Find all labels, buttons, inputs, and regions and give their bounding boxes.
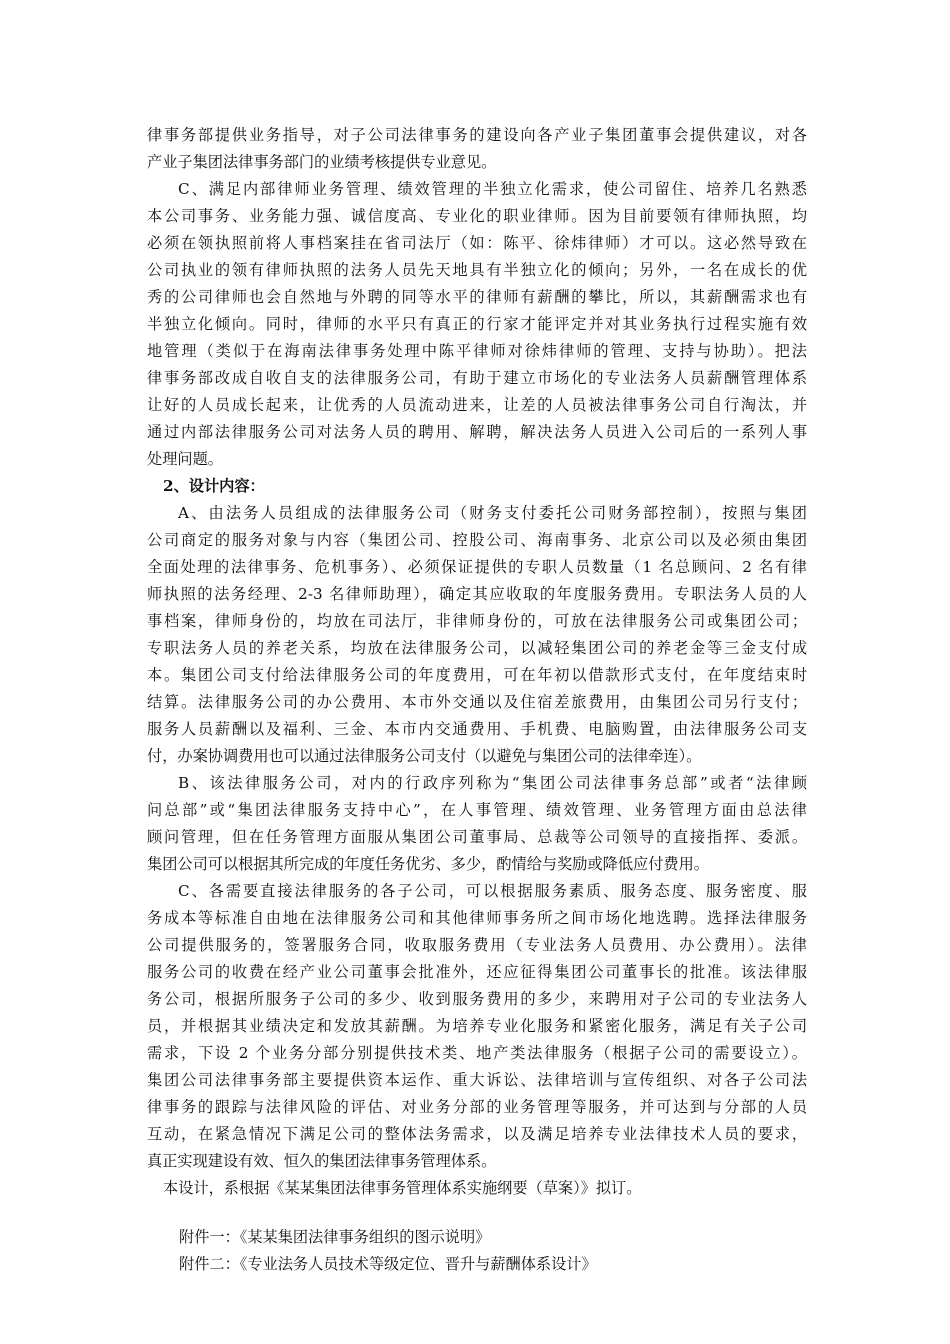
text-line: 事档案，律师身份的，均放在司法厅，非律师身份的，可放在法律服务公司或集团公司；: [147, 612, 807, 630]
attachment-item: 附件二：《专业法务人员技术等级定位、晋升与薪酬体系设计》: [179, 1255, 597, 1273]
spacer: [147, 1202, 807, 1224]
text-line: 半独立化倾向。同时，律师的水平只有真正的行家才能评定并对其业务执行过程实施有效: [147, 315, 807, 333]
text-line: 本。集团公司支付给法律服务公司的年度费用，可在年初以借款形式支付，在年度结束时: [147, 666, 807, 684]
text-line: 通过内部法律服务公司对法务人员的聘用、解聘，解决法务人员进入公司后的一系列人事: [147, 423, 807, 441]
text-line: 专职法务人员的养老关系，均放在法律服务公司，以减轻集团公司的养老金等三金支付成: [147, 639, 807, 657]
text-line: 公司商定的服务对象与内容（集团公司、控股公司、海南事务、北京公司以及必须由集团: [147, 531, 807, 549]
text-line: 律事务的跟踪与法律风险的评估、对业务分部的业务管理等服务，并可达到与分部的人员: [147, 1098, 807, 1116]
text-line: 集团公司法律事务部主要提供资本运作、重大诉讼、法律培训与宣传组织、对各子公司法: [147, 1071, 807, 1089]
text-line: 服务公司的收费在经产业公司董事会批准外，还应征得集团公司董事长的批准。该法律服: [147, 963, 807, 981]
text-line: 产业子集团法律事务部门的业绩考核提供专业意见。: [147, 153, 497, 171]
text-line: 集团公司可以根据其所完成的年度任务优劣、多少，酌情给与奖励或降低应付费用。: [147, 855, 709, 873]
text-line: 公司执业的领有律师执照的法务人员先天地具有半独立化的倾向；另外，一名在成长的优: [147, 261, 807, 279]
text-line: 律事务部提供业务指导，对子公司法律事务的建设向各产业子集团董事会提供建议，对各: [147, 126, 807, 144]
document-body: [147, 122, 807, 1278]
text-line: B、该法律服务公司，对内的行政序列称为“集团公司法律事务总部”或者“法律顾: [178, 774, 807, 792]
text-line: 律事务部改成自收自支的法律服务公司，有助于建立市场化的专业法务人员薪酬管理体系: [147, 369, 807, 387]
text-line: 真正实现建设有效、恒久的集团法律事务管理体系。: [147, 1152, 497, 1170]
text-line: 必须在领执照前将人事档案挂在省司法厅（如：陈平、徐炜律师）才可以。这必然导致在: [147, 234, 807, 252]
text-line: C、满足内部律师业务管理、绩效管理的半独立化需求，使公司留住、培养几名熟悉: [178, 180, 807, 198]
text-line: C、各需要直接法律服务的各子公司，可以根据服务素质、服务态度、服务密度、服: [178, 882, 807, 900]
basis-statement: 本设计，系根据《某某集团法律事务管理体系实施纲要（草案）》拟订。: [163, 1179, 642, 1197]
text-line: 付，办案协调费用也可以通过法律服务公司支付（以避免与集团公司的法律牵连）。: [147, 747, 702, 765]
text-line: 需求，下设 2 个业务分部分别提供技术类、地产类法律服务（根据子公司的需要设立）。: [147, 1044, 807, 1062]
paragraph-a-service-company: [147, 500, 807, 770]
text-line: 处理问题。: [147, 450, 223, 468]
section-heading: 2、设计内容：: [163, 477, 265, 495]
text-line: 员，并根据其业绩决定和发放其薪酬。为培养专业化服务和紧密化服务，满足有关子公司: [147, 1017, 807, 1035]
text-line: 务公司，根据所服务子公司的多少、收到服务费用的多少，来聘用对子公司的专业法务人: [147, 990, 807, 1008]
text-line: 全面处理的法律事务、危机事务）、必须保证提供的专职人员数量（1 名总顾问、2 名有律: [147, 558, 807, 576]
text-line: 互动，在紧急情况下满足公司的整体法务需求，以及满足培养专业法律技术人员的要求，: [147, 1125, 807, 1143]
text-line: A、由法务人员组成的法律服务公司（财务支付委托公司财务部控制），按照与集团: [178, 504, 807, 522]
attachments-list: [147, 1224, 807, 1278]
text-line: 服务人员薪酬以及福利、三金、本市内交通费用、手机费、电脑购置，由法律服务公司支: [147, 720, 807, 738]
text-line: 务成本等标准自由地在法律服务公司和其他律师事务所之间市场化地选聘。选择法律服务: [147, 909, 807, 927]
text-line: 秀的公司律师也会自然地与外聘的同等水平的律师有薪酬的攀比，所以，其薪酬需求也有: [147, 288, 807, 306]
paragraph-continued: [147, 122, 807, 176]
text-line: 问总部”或“集团法律服务支持中心”，在人事管理、绩效管理、业务管理方面由总法律: [147, 801, 807, 819]
text-line: 地管理（类似于在海南法律事务处理中陈平律师对徐炜律师的管理、支持与协助）。把法: [147, 342, 807, 360]
attachment-item: 附件一：《某某集团法律事务组织的图示说明》: [179, 1228, 491, 1246]
paragraph-b-admin-sequence: [147, 770, 807, 878]
text-line: 本公司事务、业务能力强、诚信度高、专业化的职业律师。因为目前要领有律师执照，均: [147, 207, 807, 225]
text-line: 顾问管理，但在任务管理方面服从集团公司董事局、总裁等公司领导的直接指挥、委派。: [147, 828, 807, 846]
paragraph-c-subsidiaries: [147, 878, 807, 1175]
text-line: 结算。法律服务公司的办公费用、本市外交通以及住宿差旅费用，由集团公司另行支付；: [147, 693, 807, 711]
text-line: 公司提供服务的，签署服务合同，收取服务费用（专业法务人员费用、办公费用）。法律: [147, 936, 807, 954]
paragraph-c-independence: [147, 176, 807, 473]
text-line: 师执照的法务经理、2-3 名律师助理），确定其应收取的年度服务费用。专职法务人员的人: [147, 585, 807, 603]
text-line: 让好的人员成长起来，让优秀的人员流动进来，让差的人员被法律事务公司自行淘汰，并: [147, 396, 807, 414]
